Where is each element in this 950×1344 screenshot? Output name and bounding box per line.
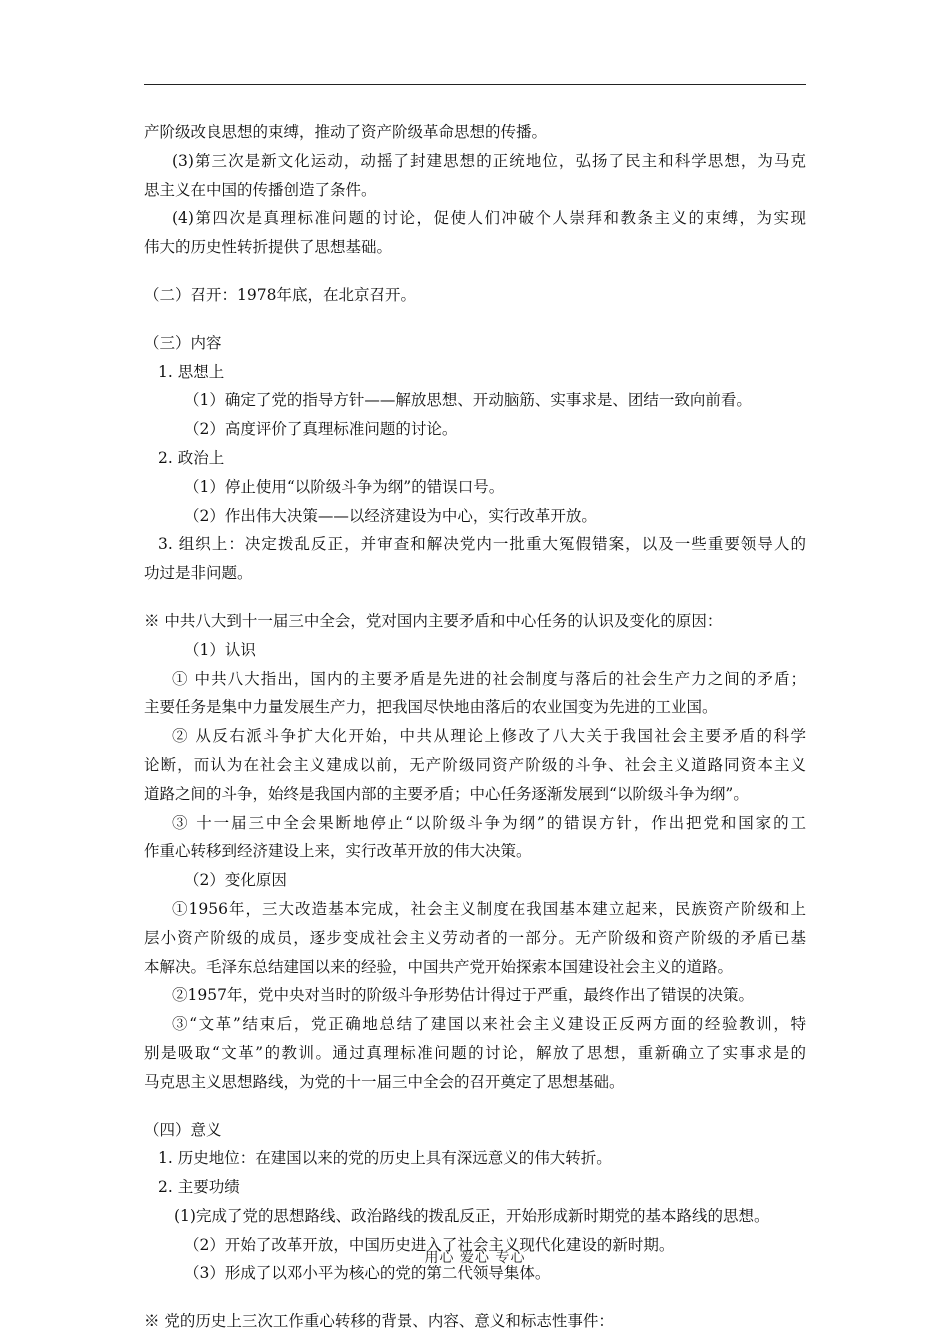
text-line: ③ 十一届三中全会果断地停止“以阶级斗争为纲”的错误方针，作出把党和国家的工 bbox=[172, 813, 806, 832]
document-body bbox=[144, 118, 806, 1336]
text-line: 作重心转移到经济建设上来，实行改革开放的伟大决策。 bbox=[144, 842, 532, 861]
sub-heading: （1）认识 bbox=[184, 640, 256, 659]
list-item: （3）形成了以邓小平为核心的党的第二代领导集体。 bbox=[184, 1264, 551, 1283]
text-line: ③“文革”结束后，党正确地总结了建国以来社会主义建设正反两方面的经验教训，特 bbox=[172, 1015, 806, 1034]
list-item: (1)完成了党的思想路线、政治路线的拨乱反正，开始形成新时期党的基本路线的思想。 bbox=[174, 1206, 770, 1225]
list-item: （2）作出伟大决策——以经济建设为中心，实行改革开放。 bbox=[184, 506, 597, 525]
list-item: 1. 历史地位：在建国以来的党的历史上具有深远意义的伟大转折。 bbox=[158, 1149, 612, 1168]
text-line: 伟大的历史性转折提供了思想基础。 bbox=[144, 238, 393, 257]
section-heading: （二）召开：1978年底，在北京召开。 bbox=[144, 285, 416, 304]
text-line: ① 中共八大指出，国内的主要矛盾是先进的社会制度与落后的社会生产力之间的矛盾； bbox=[172, 669, 806, 688]
text-line: 功过是非问题。 bbox=[144, 564, 253, 583]
section-heading: （三）内容 bbox=[144, 333, 222, 352]
note-heading: ※ 中共八大到十一届三中全会，党对国内主要矛盾和中心任务的认识及变化的原因： bbox=[144, 611, 723, 630]
list-item: （2）高度评价了真理标准问题的讨论。 bbox=[184, 420, 458, 439]
text-line: 思主义在中国的传播创造了条件。 bbox=[144, 180, 377, 199]
list-item: 3. 组织上：决定拨乱反正，并审查和解决党内一批重大冤假错案，以及一些重要领导人的 bbox=[158, 535, 806, 554]
list-item: 2. 政治上 bbox=[158, 448, 225, 467]
text-line: 本解决。毛泽东总结建国以来的经验，中国共产党开始探索本国建设社会主义的道路。 bbox=[144, 957, 734, 976]
list-item: （2）开始了改革开放，中国历史进入了社会主义现代化建设的新时期。 bbox=[184, 1235, 675, 1254]
text-line: 道路之间的斗争，始终是我国内部的主要矛盾；中心任务逐渐发展到“以阶级斗争为纲”。 bbox=[144, 784, 749, 803]
text-line: ①1956年，三大改造基本完成，社会主义制度在我国基本建立起来，民族资产阶级和上 bbox=[172, 899, 806, 918]
page-footer: 用心 爱心 专心 bbox=[424, 1250, 526, 1266]
text-line: 别是吸取“文革”的教训。通过真理标准问题的讨论，解放了思想，重新确立了实事求是的 bbox=[144, 1043, 806, 1062]
list-item: 2. 主要功绩 bbox=[158, 1178, 240, 1197]
text-line: 主要任务是集中力量发展生产力，把我国尽快地由落后的农业国变为先进的工业国。 bbox=[144, 698, 718, 717]
note-heading: ※ 党的历史上三次工作重心转移的背景、内容、意义和标志性事件： bbox=[144, 1312, 614, 1331]
text-line: ②1957年，党中央对当时的阶级斗争形势估计得过于严重，最终作出了错误的决策。 bbox=[172, 986, 754, 1005]
text-line: ② 从反右派斗争扩大化开始，中共从理论上修改了八大关于我国社会主要矛盾的科学 bbox=[172, 727, 806, 746]
text-line: 产阶级改良思想的束缚，推动了资产阶级革命思想的传播。 bbox=[144, 123, 548, 141]
text-line: 马克思主义思想路线，为党的十一届三中全会的召开奠定了思想基础。 bbox=[144, 1072, 625, 1091]
text-line: (3)第三次是新文化运动，动摇了封建思想的正统地位，弘扬了民主和科学思想，为马克 bbox=[172, 151, 806, 170]
list-item: （1）停止使用“以阶级斗争为纲”的错误口号。 bbox=[184, 477, 505, 496]
list-item: 1. 思想上 bbox=[158, 362, 225, 381]
header-rule bbox=[144, 84, 806, 85]
list-item: （1）确定了党的指导方针——解放思想、开动脑筋、实事求是、团结一致向前看。 bbox=[184, 391, 752, 410]
text-line: 层小资产阶级的成员，逐步变成社会主义劳动者的一部分。无产阶级和资产阶级的矛盾已基 bbox=[144, 928, 806, 947]
text-line: (4)第四次是真理标准问题的讨论，促使人们冲破个人崇拜和教条主义的束缚，为实现 bbox=[172, 209, 806, 228]
text-line: 论断，而认为在社会主义建成以前，无产阶级同资产阶级的斗争、社会主义道路同资本主义 bbox=[144, 755, 806, 774]
sub-heading: （2）变化原因 bbox=[184, 871, 287, 890]
section-heading: （四）意义 bbox=[144, 1120, 222, 1139]
